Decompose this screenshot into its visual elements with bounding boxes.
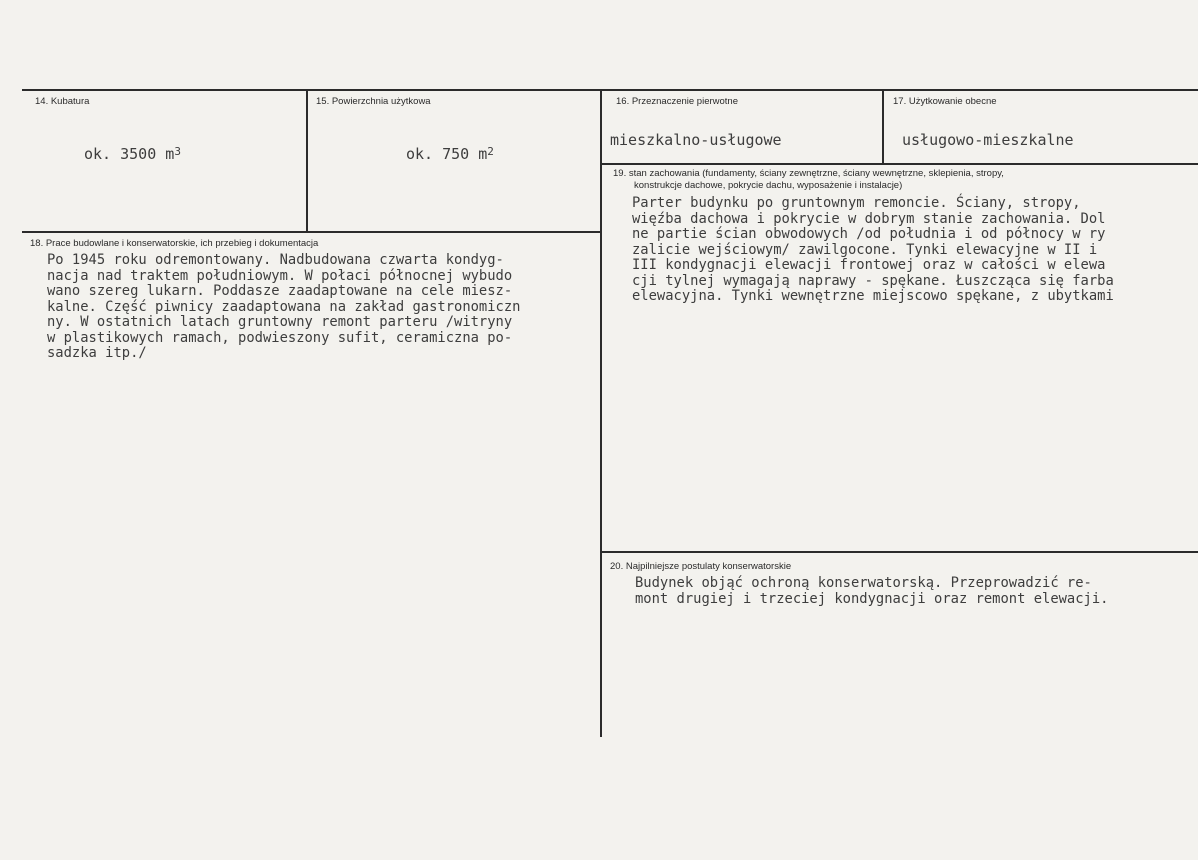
volume-value: ok. 3500 m <box>84 145 175 163</box>
text-line: nacja nad traktem południowym. W połaci północnej wybudo <box>47 267 513 284</box>
rule-below-16-17 <box>601 163 1198 165</box>
field-16-value: mieszkalno-usługowe <box>610 131 782 149</box>
text-line: Parter budynku po gruntownym remoncie. Ściany, stropy, <box>632 195 1081 211</box>
field-14-value <box>84 147 181 163</box>
field-18-label: 18. Prace budowlane i konserwatorskie, ich przebieg i dokumentacja <box>30 238 319 249</box>
field-15-value <box>406 147 494 163</box>
text-line: zalicie wejściowym/ zawilgocone. Tynki elewacyjne w II i <box>632 241 1098 258</box>
field-17-label: 17. Użytkowanie obecne <box>893 96 997 107</box>
text-line: cji tylnej wymagają naprawy - spękane. Łuszcząca się farba <box>632 272 1114 289</box>
text-line: wano szereg lukarn. Poddasze zaadaptowane na cele miesz- <box>47 283 513 299</box>
rule-below-14-15 <box>22 231 601 233</box>
field-16-label: 16. Przeznaczenie pierwotne <box>616 96 738 107</box>
top-rule <box>22 89 1198 91</box>
field-19-label-line-1: 19. stan zachowania (fundamenty, ściany zewnętrzne, ściany wewnętrzne, sklepienia, stropy, <box>613 168 1004 179</box>
field-19-text <box>632 196 1114 305</box>
text-line: więźba dachowa i pokrycie w dobrym stanie zachowania. Dol <box>632 210 1106 227</box>
text-line: ny. W ostatnich latach gruntowny remont parteru /witryny <box>47 314 513 330</box>
text-line: Budynek objąć ochroną konserwatorską. Przeprowadzić re- <box>635 575 1092 591</box>
field-20-text <box>635 576 1108 607</box>
divider-14-15 <box>306 89 308 231</box>
center-divider <box>600 89 602 737</box>
text-line: sadzka itp./ <box>47 345 147 361</box>
field-17-value: usługowo-mieszkalne <box>902 131 1074 149</box>
text-line: w plastikowych ramach, podwieszony sufit, ceramiczna po- <box>47 329 513 346</box>
field-20-label: 20. Najpilniejsze postulaty konserwatorskie <box>610 561 792 572</box>
field-15-label: 15. Powierzchnia użytkowa <box>316 96 431 107</box>
text-line: elewacyjna. Tynki wewnętrzne miejscowo spękane, z ubytkami <box>632 288 1114 304</box>
text-line: Po 1945 roku odremontowany. Nadbudowana czwarta kondyg- <box>47 252 504 268</box>
text-line: kalne. Część piwnicy zaadaptowana na zakład gastronomiczn <box>47 298 521 315</box>
rule-above-20 <box>601 551 1198 553</box>
field-18-text <box>47 253 520 362</box>
text-line: mont drugiej i trzeciej kondygnacji oraz remont elewacji. <box>635 590 1109 607</box>
field-14-label: 14. Kubatura <box>35 96 90 107</box>
field-19-label-line-2: konstrukcje dachowe, pokrycie dachu, wyposażenie i instalacje) <box>634 180 903 191</box>
text-line: ne partie ścian obwodowych /od południa i od północy w ry <box>632 226 1106 242</box>
text-line: III kondygnacji elewacji frontowej oraz w całości w elewa <box>632 257 1106 273</box>
volume-unit-exponent: 3 <box>174 145 181 158</box>
area-value: ok. 750 m <box>406 145 488 163</box>
divider-16-17 <box>882 89 884 163</box>
area-unit-exponent: 2 <box>487 145 494 158</box>
